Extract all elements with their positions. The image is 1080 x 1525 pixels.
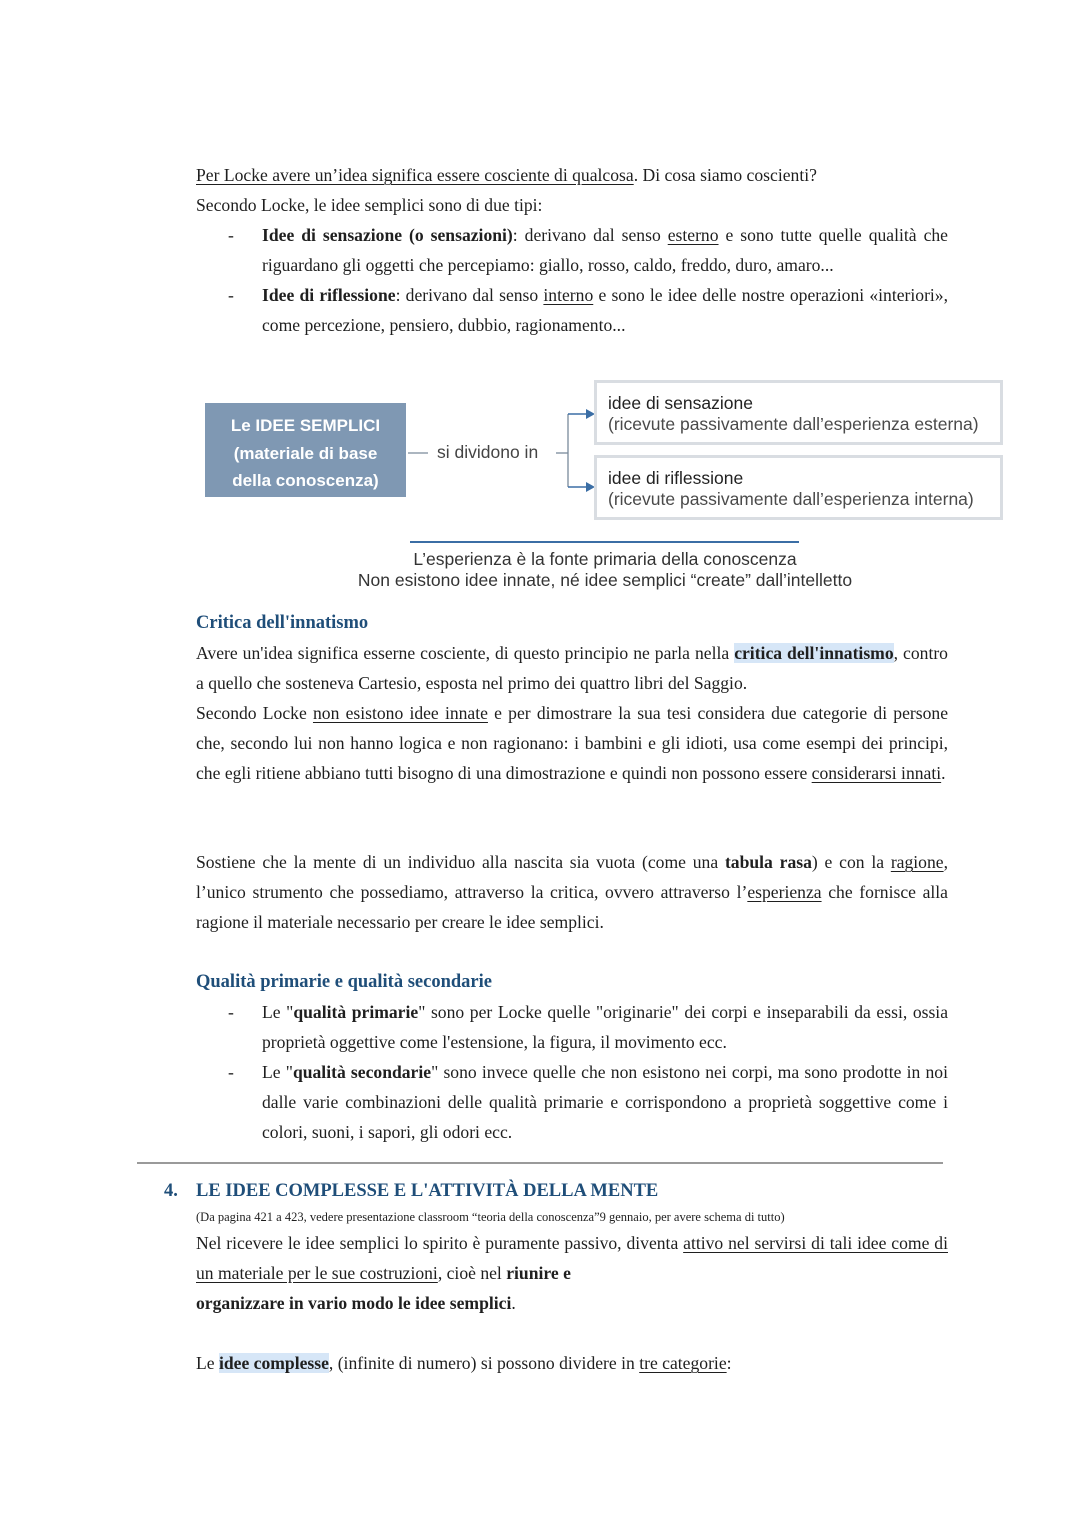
paragraph-critica-3: Sostiene che la mente di un individuo alla nascita sia vuota (come una tabula rasa) e con la ragione, l’unico strumento che possediamo, attraverso la critica, ovvero attraverso l’esperienza che fornisce alla ragione il materiale necessario per creare le idee semplici.	[196, 852, 948, 932]
bullet-qualita-primarie: Le "qualità primarie" sono per Locke quelle "originarie" dei corpi e inseparabili da essi, ossia proprietà oggettive come l'estensione, la figura, il movimento ecc.	[262, 1002, 949, 1052]
heading-qualita: Qualità primarie e qualità secondarie	[196, 972, 492, 992]
bullet-dash: -	[228, 285, 234, 305]
diagram-box-riflessione: idee di riflessione (ricevute passivamente dall’esperienza interna)	[594, 455, 1003, 520]
bullet-dash: -	[228, 225, 234, 245]
bullet-riflessione: Idee di riflessione: derivano dal senso interno e sono le idee delle nostre operazioni «interiori», come percezione, pensiero, dubbio, ragionamento...	[262, 285, 949, 335]
underlined-phrase: Per Locke avere un’idea significa essere cosciente di qualcosa	[196, 165, 634, 185]
section-note: (Da pagina 421 a 423, vedere presentazione classroom “teoria della conoscenza”9 gennaio, per avere schema di tutto)	[196, 1210, 785, 1224]
bullet-dash: -	[228, 1002, 234, 1022]
diagram-idee-semplici-box: Le IDEE SEMPLICI (materiale di base della conoscenza)	[205, 403, 406, 497]
paragraph-critica-1: Avere un'idea significa esserne cosciente, di questo principio ne parla nella critica dell'innatismo, contro a quello che sosteneva Cartesio, esposta nel primo dei quattro libri del Saggio.	[196, 643, 948, 693]
diagram-caption-1: L’esperienza è la fonte primaria della conoscenza	[413, 549, 797, 569]
diagram-connector-label: si dividono in	[437, 442, 539, 462]
bullet-qualita-secondarie: Le "qualità secondarie" sono invece quelle che non esistono nei corpi, ma sono prodotte in noi dalle varie combinazioni delle qualità primarie e corrispondono a proprietà soggettive come i colori, suoni, i sapori, gli odori ecc.	[262, 1062, 948, 1142]
section-title: LE IDEE COMPLESSE E L'ATTIVITÀ DELLA MENTE	[196, 1181, 659, 1201]
diagram-box-sensazione: idee di sensazione (ricevute passivamente dall’esperienza esterna)	[594, 380, 1003, 445]
intro-line-1: Per Locke avere un’idea significa essere cosciente di qualcosa. Di cosa siamo coscienti?	[196, 165, 817, 185]
paragraph-idee-complesse-1: Nel ricevere le idee semplici lo spirito è puramente passivo, diventa attivo nel servirsi di tali idee come di un materiale per le sue costruzioni, cioè nel riunire e organizzare in vario modo le idee semplici.	[196, 1233, 948, 1313]
paragraph-idee-complesse-2: Le idee complesse, (infinite di numero) si possono dividere in tre categorie:	[196, 1353, 732, 1373]
section-divider	[137, 1162, 943, 1164]
bullet-dash: -	[228, 1062, 234, 1082]
paragraph-critica-2: Secondo Locke non esistono idee innate e per dimostrare la sua tesi considera due categorie di persone che, secondo lui non hanno logica e non ragionano: i bambini e gli idioti, usa come esempi dei principi, che egli ritiene abbiano tutti bisogno di una dimostrazione e quindi non possono essere considerarsi innati.	[196, 703, 949, 783]
bullet-sensazione: Idee di sensazione (o sensazioni): derivano dal senso esterno e sono tutte quelle qualità che riguardano gli oggetti che percepiamo: giallo, rosso, caldo, freddo, duro, amaro...	[262, 225, 948, 275]
diagram-divider	[410, 541, 799, 543]
heading-critica: Critica dell'innatismo	[196, 613, 369, 633]
intro-line-2: Secondo Locke, le idee semplici sono di due tipi:	[196, 195, 543, 215]
section-number: 4.	[164, 1181, 178, 1201]
diagram-caption-2: Non esistono idee innate, né idee semplici “create” dall’intelletto	[357, 570, 853, 590]
